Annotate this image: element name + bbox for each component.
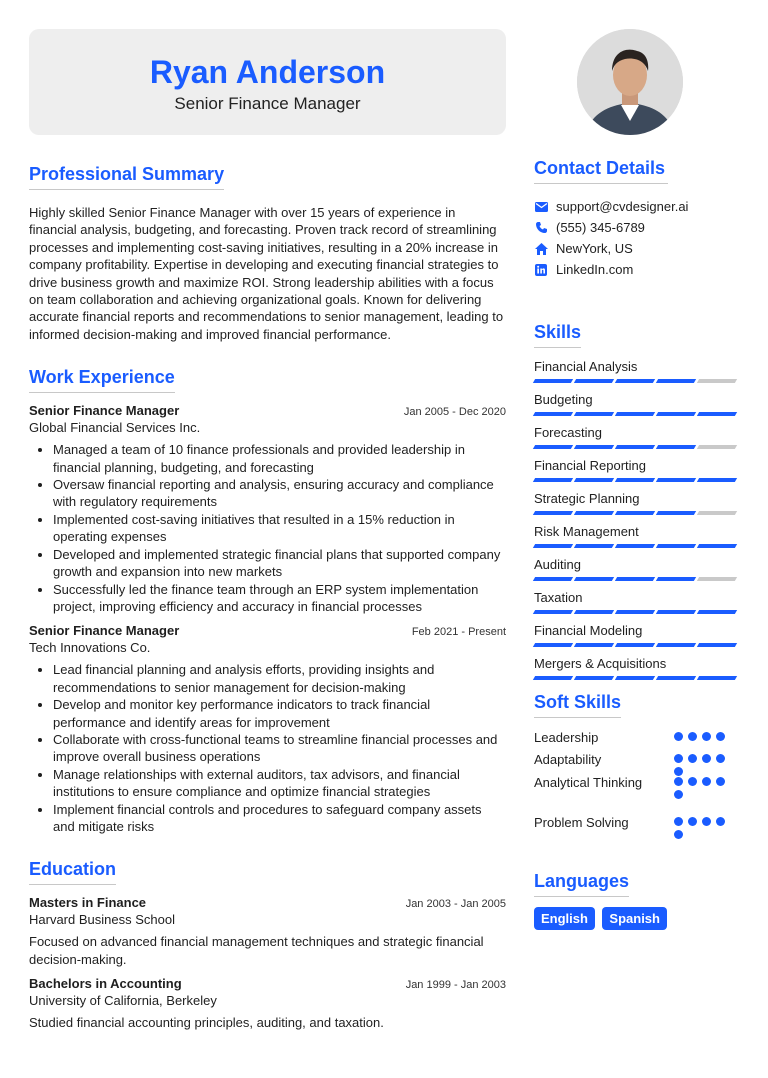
rating-dot [688,817,697,826]
soft-skill-name: Problem Solving [534,815,629,830]
languages-heading: Languages [534,871,629,897]
job-bullet: • Successfully led the finance team through an ERP system implementation project, improving efficiency and accuracy in financial processes [53,581,506,616]
job-date: Feb 2021 - Present [411,626,506,639]
skill-level-bar [534,478,739,482]
skill-level-segment [697,445,737,449]
skill-level-segment [697,676,737,680]
skill-level-bar [534,643,739,647]
contact-phone[interactable] [534,217,739,238]
skill-level-segment [656,676,696,680]
skill-name: Auditing [534,557,581,572]
education-description: Focused on advanced financial management techniques and strategic financial decision-making. [29,934,484,967]
language-tag: Spanish [602,907,667,930]
skill-level-segment [533,478,573,482]
skill-level-segment [615,445,655,449]
left-column [29,164,506,1032]
soft-skill-name: Analytical Thinking [534,775,643,790]
rating-dot [716,732,725,741]
language-tag: English [534,907,595,930]
soft-skill-item [534,815,739,845]
soft-skills-section [534,692,739,845]
skill-item [534,391,739,416]
skill-level-bar [534,412,739,416]
contact-location [534,238,739,259]
contact-heading: Contact Details [534,158,668,184]
skills-heading: Skills [534,322,581,348]
skill-level-segment [615,478,655,482]
skill-item [534,589,739,614]
job-date: Jan 2005 - Dec 2020 [403,406,506,419]
skill-item [534,622,739,647]
skill-name: Risk Management [534,524,639,539]
rating-dot [716,777,725,786]
education-entry [29,895,506,968]
work-experience-section [29,367,506,835]
job-company: Tech Innovations Co. [29,640,151,656]
skill-level-bar [534,379,739,383]
skill-item [534,556,739,581]
skill-level-segment [533,511,573,515]
job-bullet: • Lead financial planning and analysis efforts, providing insights and recommendations to senior management for decision-making [53,661,506,696]
skill-level-bar [534,676,739,680]
skills-list [534,358,739,680]
skill-level-segment [533,643,573,647]
skill-level-segment [574,379,614,383]
rating-dot [688,777,697,786]
school: Harvard Business School [29,912,175,928]
education-description: Studied financial accounting principles, auditing, and taxation. [29,1015,384,1031]
job-entry [29,623,506,835]
skill-item [534,490,739,515]
education-date: Jan 2003 - Jan 2005 [405,898,506,911]
rating-dot [674,817,683,826]
rating-dot [716,817,725,826]
skill-level-segment [615,412,655,416]
phone-icon [534,221,548,235]
skill-level-segment [615,577,655,581]
soft-skill-rating [674,732,738,741]
skill-item [534,523,739,548]
soft-skill-item [534,775,739,815]
skill-level-segment [656,643,696,647]
home-icon [534,242,548,256]
skill-name: Forecasting [534,425,602,440]
job-role: Senior Finance Manager [29,623,180,639]
phone-text: (555) 345-6789 [556,220,645,235]
skill-level-segment [533,412,573,416]
skill-level-segment [697,379,737,383]
location-text: NewYork, US [556,241,633,256]
education-date: Jan 1999 - Jan 2003 [405,979,506,992]
skill-level-bar [534,610,739,614]
skill-level-segment [697,577,737,581]
rating-dot [674,754,683,763]
skill-level-segment [656,412,696,416]
profile-photo-icon [577,29,683,135]
soft-skill-name: Leadership [534,730,599,745]
skill-level-segment [656,511,696,515]
skill-level-segment [533,544,573,548]
degree: Masters in Finance [29,895,147,911]
rating-dot [674,777,683,786]
skill-name: Financial Reporting [534,458,647,473]
skill-level-segment [697,643,737,647]
degree: Bachelors in Accounting [29,976,182,992]
job-bullet: • Collaborate with cross-functional teams to streamline financial processes and improve overall business operations [53,731,506,766]
rating-dot [688,754,697,763]
professional-summary-section [29,164,506,343]
skill-level-segment [574,412,614,416]
email-text: support@cvdesigner.ai [556,199,689,214]
skill-item [534,655,739,680]
job-bullet: • Developed and implemented strategic financial plans that supported company growth and expansion into new markets [53,546,506,581]
skill-level-segment [533,676,573,680]
skill-level-bar [534,577,739,581]
contact-email[interactable] [534,196,739,217]
contact-section [534,158,739,280]
soft-skill-name: Adaptability [534,752,602,767]
skill-level-bar [534,511,739,515]
skill-level-segment [656,445,696,449]
education-entry [29,976,506,1031]
rating-dot [674,790,683,799]
skill-level-segment [615,379,655,383]
skill-level-segment [656,577,696,581]
skill-item [534,424,739,449]
rating-dot [702,732,711,741]
profile-photo [577,29,683,135]
linkedin-text: LinkedIn.com [556,262,634,277]
skill-level-segment [656,379,696,383]
skill-level-segment [697,511,737,515]
skill-level-segment [574,676,614,680]
skill-level-segment [574,511,614,515]
skill-name: Mergers & Acquisitions [534,656,667,671]
skill-item [534,457,739,482]
envelope-icon [534,200,548,214]
skill-level-bar [534,445,739,449]
soft-skill-rating [674,777,738,799]
skill-level-segment [574,544,614,548]
rating-dot [702,754,711,763]
skill-level-segment [697,478,737,482]
skill-level-segment [574,643,614,647]
job-bullet: • Managed a team of 10 finance professionals and provided leadership in financial planning, budgeting, and forecasting [53,441,506,476]
skill-level-segment [533,445,573,449]
rating-dot [716,754,725,763]
linkedin-icon [534,263,548,277]
rating-dot [702,777,711,786]
header-box [29,29,506,135]
skill-name: Financial Modeling [534,623,643,638]
skill-name: Taxation [534,590,583,605]
job-role: Senior Finance Manager [29,403,180,419]
experience-heading: Work Experience [29,367,175,393]
skill-level-segment [697,412,737,416]
skill-level-segment [574,478,614,482]
skill-level-segment [697,544,737,548]
soft-skill-item [534,752,739,775]
candidate-title: Senior Finance Manager [174,94,361,113]
soft-skill-item [534,730,739,752]
skill-level-segment [574,610,614,614]
soft-skills-list [534,730,739,845]
skills-section [534,322,739,680]
skill-level-segment [656,544,696,548]
skill-level-bar [534,544,739,548]
job-bullet: • Manage relationships with external auditors, tax advisors, and financial institutions to ensure compliance and optimize financial strategies [53,766,506,801]
skill-level-segment [656,478,696,482]
job-bullets [29,441,506,615]
soft-skill-rating [674,817,738,839]
rating-dot [674,732,683,741]
contact-linkedin[interactable] [534,259,739,280]
soft-skill-rating [674,754,738,776]
education-section [29,859,506,1031]
skill-level-segment [615,511,655,515]
job-bullet: • Develop and monitor key performance indicators to track financial performance and identify areas for improvement [53,696,506,731]
rating-dot [688,732,697,741]
skill-level-segment [615,610,655,614]
job-bullet: • Oversaw financial reporting and analysis, ensuring accuracy and compliance with regulatory requirements [53,476,506,511]
job-bullet: • Implemented cost-saving initiatives that resulted in a 15% reduction in operating expenses [53,511,506,546]
languages-section [534,871,739,930]
skill-name: Financial Analysis [534,359,638,374]
right-column [534,158,739,930]
candidate-name: Ryan Anderson [149,54,386,90]
skill-name: Budgeting [534,392,593,407]
skill-level-segment [615,676,655,680]
job-entry [29,403,506,615]
job-company: Global Financial Services Inc. [29,420,201,436]
skill-level-segment [656,610,696,614]
skill-level-segment [533,577,573,581]
school: University of California, Berkeley [29,993,217,1009]
skill-level-segment [697,610,737,614]
soft-skills-heading: Soft Skills [534,692,621,718]
skill-level-segment [533,610,573,614]
skill-level-segment [533,379,573,383]
skill-level-segment [615,643,655,647]
skill-level-segment [574,445,614,449]
job-bullets [29,661,506,835]
summary-heading: Professional Summary [29,164,224,190]
skill-level-segment [615,544,655,548]
skill-level-segment [574,577,614,581]
languages-list [534,907,739,930]
rating-dot [674,830,683,839]
skill-item [534,358,739,383]
summary-text: Highly skilled Senior Finance Manager with over 15 years of experience in financial analysis, budgeting, and forecasting. Proven track record of streamlining processes and implementing cost-saving initiatives, resulting in a 20% increase in company profitability. Expertise in developing and executing financial strategies to drive business growth and maximize ROI. Strong leadership abilities with a focus on team collaboration and achieving organizational goals. Known for delivering accurate financial reports and recommendations to senior management, leading to informed decision-making and improved financial performance. [29,205,504,342]
skill-name: Strategic Planning [534,491,640,506]
job-bullet: • Implement financial controls and procedures to safeguard company assets and mitigate risks [53,801,506,836]
rating-dot [702,817,711,826]
education-heading: Education [29,859,116,885]
